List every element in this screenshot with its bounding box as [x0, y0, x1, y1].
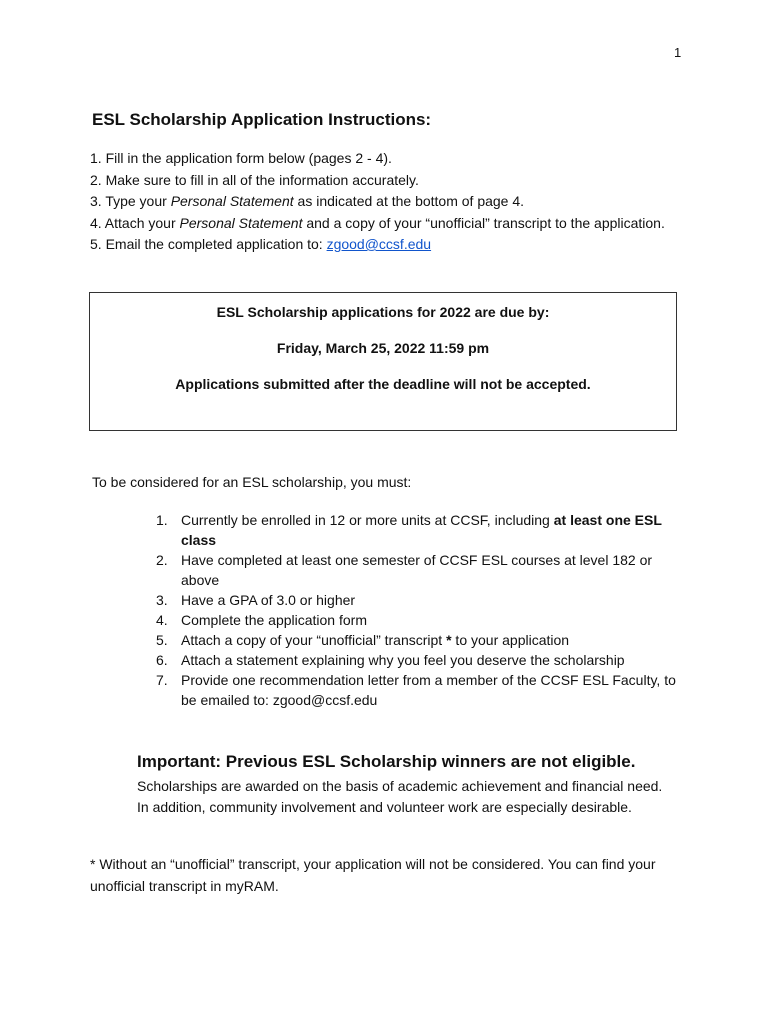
page-title: ESL Scholarship Application Instructions: [92, 110, 432, 129]
list-item-text: Attach a statement explaining why you feel you deserve the scholarship [181, 652, 625, 668]
eligibility-heading: Important: Previous ESL Scholarship winners are not eligible. [137, 752, 636, 771]
transcript-footnote: * Without an “unofficial” transcript, your application will not be considered. You can find your unofficial transcript in myRAM. [90, 856, 656, 894]
list-item [156, 510, 681, 550]
list-item-text: Have completed at least one semester of CCSF ESL courses at level 182 or above [181, 552, 653, 588]
list-item [156, 590, 681, 610]
list-item-number: 5. [156, 632, 168, 648]
step-4 [90, 213, 670, 235]
step-4-post: and a copy of your “unofficial” transcript to the application. [302, 214, 665, 231]
list-item-text: Provide one recommendation letter from a member of the CCSF ESL Faculty, to be emailed to: [181, 672, 676, 708]
list-item-number: 2. [156, 552, 168, 568]
deadline-date: Friday, March 25, 2022 11:59 pm [276, 340, 490, 356]
list-item-text: Complete the application form [181, 612, 367, 628]
step-4-pre: 4. Attach your [90, 214, 180, 231]
list-item [156, 550, 681, 590]
list-item-text-after: to your application [451, 632, 570, 648]
instruction-steps [90, 148, 670, 256]
faculty-email: zgood@ccsf.edu [272, 692, 378, 708]
asterisk-marker: * [446, 632, 452, 648]
step-5-pre: 5. Email the completed application to: [90, 236, 327, 252]
list-item-number: 4. [156, 612, 168, 628]
step-3-emphasis: Personal Statement [170, 193, 294, 209]
requirements-intro: To be considered for an ESL scholarship, you must: [92, 474, 412, 490]
list-item-number: 1. [156, 512, 168, 528]
deadline-warning: Applications submitted after the deadline will not be accepted. [175, 376, 591, 392]
list-item-text: Currently be enrolled in 12 or more units at CCSF, including [181, 512, 554, 528]
page-number: 1 [674, 45, 682, 60]
step-5 [90, 234, 670, 256]
step-2: 2. Make sure to fill in all of the information accurately. [90, 171, 419, 188]
list-item-number: 3. [156, 592, 168, 608]
step-3-post: as indicated at the bottom of page 4. [293, 193, 525, 209]
list-item-bold: at least one ESL class [181, 512, 662, 548]
requirements-list [156, 510, 681, 710]
list-item-number: 6. [156, 652, 168, 668]
step-1: 1. Fill in the application form below (pages 2 - 4). [90, 150, 392, 166]
list-item [156, 610, 681, 630]
list-item [156, 650, 681, 670]
deadline-heading: ESL Scholarship applications for 2022 are due by: [216, 304, 550, 320]
deadline-box [89, 292, 677, 431]
step-3-pre: 3. Type your [90, 193, 171, 209]
step-3 [90, 191, 670, 213]
list-item [156, 670, 681, 710]
list-item-number: 7. [156, 672, 168, 688]
step-4-emphasis: Personal Statement [179, 214, 303, 231]
email-link[interactable]: zgood@ccsf.edu [326, 236, 432, 252]
list-item-text: Attach a copy of your “unofficial” transcript [181, 632, 447, 648]
eligibility-body: Scholarships are awarded on the basis of academic achievement and financial need. In addition, community involvement and volunteer work are especially desirable. [137, 778, 663, 815]
list-item [156, 630, 681, 650]
list-item-text: Have a GPA of 3.0 or higher [181, 592, 356, 608]
